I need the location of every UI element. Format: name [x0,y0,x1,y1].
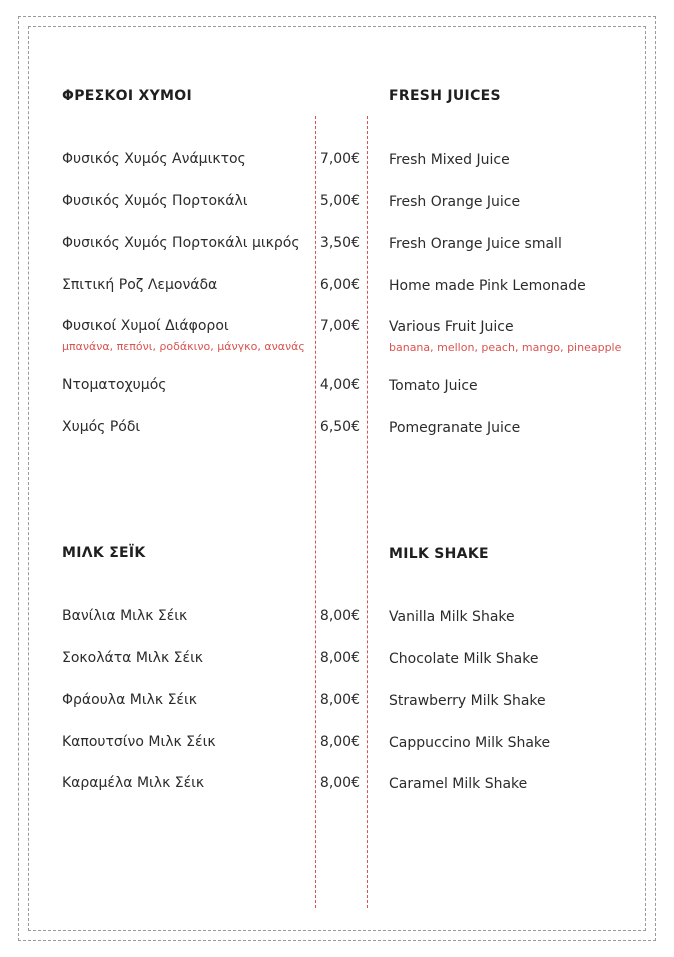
shakes-title-english: MILK SHAKE [389,546,489,562]
menu-item-english [389,693,546,709]
menu-item-english [389,420,520,436]
item-name-english: Various Fruit Juice [389,319,514,335]
item-name-greek: Καραμέλα Μιλκ Σέικ [62,775,205,791]
item-price: 7,00€ [319,151,360,167]
menu-item-greek [62,608,187,624]
item-name-greek: Φυσικός Χυμός Πορτοκάλι [62,193,248,209]
item-name-greek: Σπιτική Ροζ Λεμονάδα [62,277,218,293]
menu-item-english [389,236,562,252]
juices-title-greek: ΦΡΕΣΚΟΙ ΧΥΜΟΙ [62,88,192,104]
menu-item-greek [62,193,248,209]
item-price: 8,00€ [319,692,360,708]
menu-item-greek [62,235,300,251]
menu-item-english [389,378,478,394]
item-name-greek: Φυσικός Χυμός Ανάμικτος [62,151,246,167]
item-name-english: Fresh Orange Juice [389,194,521,210]
menu-item-greek [62,151,246,167]
juices-title-english: FRESH JUICES [389,88,501,104]
item-name-english: Tomato Juice [389,378,478,394]
menu-item-english [389,194,520,210]
menu-item-english [389,319,621,354]
item-price: 8,00€ [319,608,360,624]
item-price: 6,00€ [319,277,360,293]
menu-item-english [389,776,527,792]
item-name-greek: Βανίλια Μιλκ Σέικ [62,608,188,624]
item-price: 8,00€ [319,650,360,666]
item-ingredients-greek: μπανάνα, πεπόνι, ροδάκινο, μάνγκο, ανανάς [62,340,305,353]
item-name-english: Fresh Orange Juice small [389,236,562,252]
item-name-english: Chocolate Milk Shake [389,651,539,667]
price-divider-right [367,116,368,908]
menu-item-greek [62,692,197,708]
menu-item-english [389,735,550,751]
item-name-greek: Χυμός Ρόδι [62,419,141,435]
menu-item-english [389,609,515,625]
item-name-greek: Σοκολάτα Μιλκ Σέικ [62,650,204,666]
item-price: 7,00€ [319,318,360,334]
item-ingredients-english: banana, mellon, peach, mango, pineapple [389,341,622,354]
item-name-english: Fresh Mixed Juice [389,152,510,168]
menu-item-greek [62,650,203,666]
item-name-english: Home made Pink Lemonade [389,278,586,294]
item-name-greek: Φυσικοί Χυμοί Διάφοροι [62,318,229,334]
item-name-english: Caramel Milk Shake [389,776,528,792]
item-name-english: Cappuccino Milk Shake [389,735,551,751]
item-name-greek: Καπουτσίνο Μιλκ Σέικ [62,734,216,750]
item-name-greek: Φυσικός Χυμός Πορτοκάλι μικρός [62,235,300,251]
item-name-greek: Φράουλα Μιλκ Σέικ [62,692,197,708]
item-price: 4,00€ [319,377,360,393]
item-name-greek: Ντοματοχυμός [62,377,167,393]
item-name-english: Vanilla Milk Shake [389,609,515,625]
shakes-title-greek: ΜΙΛΚ ΣΕΪΚ [62,545,146,561]
menu-item-english [389,278,586,294]
item-price: 6,50€ [319,419,360,435]
item-name-english: Pomegranate Juice [389,420,521,436]
item-price: 8,00€ [319,734,360,750]
menu-item-greek [62,377,166,393]
menu-item-english [389,152,510,168]
menu-item-greek [62,419,140,435]
item-price: 3,50€ [319,235,360,251]
item-price: 5,00€ [319,193,360,209]
menu-item-greek [62,734,216,750]
item-price: 8,00€ [319,775,360,791]
menu-item-greek [62,277,217,293]
menu-item-greek [62,775,204,791]
menu-item-english [389,651,538,667]
item-name-english: Strawberry Milk Shake [389,693,546,709]
menu-item-greek [62,318,305,353]
